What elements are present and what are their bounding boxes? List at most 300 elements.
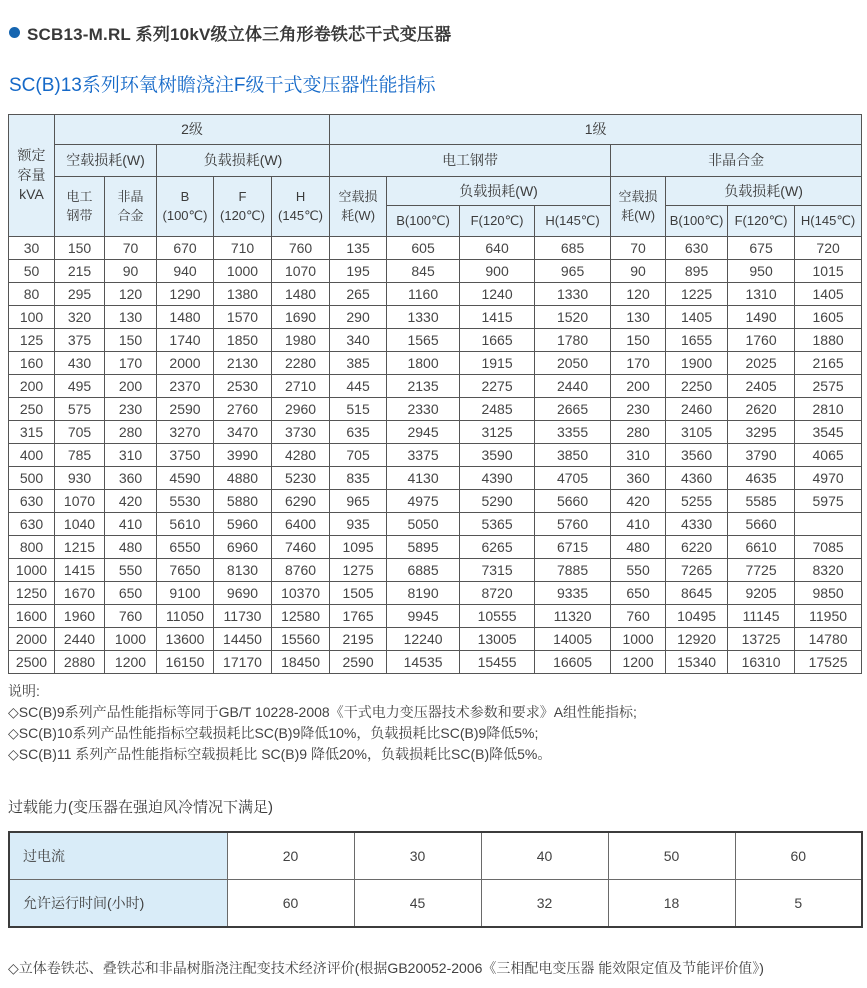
loss-value: 1605 — [795, 306, 862, 329]
col-header-grade1: 1级 — [330, 115, 862, 145]
loss-value: 3850 — [535, 444, 611, 467]
section-subtitle: SC(B)13系列环氧树瞻浇注F级干式变压器性能指标 — [9, 75, 436, 96]
loss-value: 1380 — [214, 283, 272, 306]
col-header-amorphous — [105, 177, 157, 237]
loss-value: 8320 — [795, 559, 862, 582]
loss-value: 650 — [611, 582, 666, 605]
header-line: kVA — [19, 186, 44, 203]
loss-value: 9335 — [535, 582, 611, 605]
header-line: 非晶 — [117, 189, 144, 205]
loss-value: 8760 — [272, 559, 330, 582]
loss-value: 5895 — [387, 536, 460, 559]
loss-value: 760 — [611, 605, 666, 628]
loss-value: 10370 — [272, 582, 330, 605]
col-header-h145: H(145℃) — [535, 206, 611, 237]
loss-value: 4975 — [387, 490, 460, 513]
col-header-b100: B(100℃) — [387, 206, 460, 237]
loss-value: 1310 — [728, 283, 795, 306]
loss-value: 6220 — [666, 536, 728, 559]
loss-value: 9945 — [387, 605, 460, 628]
loss-value: 1880 — [795, 329, 862, 352]
loss-value: 135 — [330, 237, 387, 260]
loss-value: 1405 — [795, 283, 862, 306]
loss-value: 935 — [330, 513, 387, 536]
loss-value: 410 — [611, 513, 666, 536]
header-line: 电工 — [66, 189, 93, 205]
loss-value: 3355 — [535, 421, 611, 444]
loss-value: 900 — [460, 260, 535, 283]
loss-value: 4360 — [666, 467, 728, 490]
loss-value: 1215 — [55, 536, 105, 559]
loss-value: 1415 — [460, 306, 535, 329]
loss-value: 1070 — [272, 260, 330, 283]
loss-value: 4590 — [157, 467, 214, 490]
header-line: 空载损 — [618, 189, 658, 205]
loss-value: 2025 — [728, 352, 795, 375]
loss-value: 3545 — [795, 421, 862, 444]
loss-value: 6265 — [460, 536, 535, 559]
col-header-h145: H(145℃) — [795, 206, 862, 237]
loss-value: 320 — [55, 306, 105, 329]
loss-value: 8130 — [214, 559, 272, 582]
spec-table-row — [9, 605, 862, 628]
loss-value: 2590 — [157, 398, 214, 421]
loss-value: 1490 — [728, 306, 795, 329]
spec-table-row — [9, 444, 862, 467]
loss-value: 360 — [105, 467, 157, 490]
loss-value: 2440 — [55, 628, 105, 651]
loss-value: 2485 — [460, 398, 535, 421]
loss-value: 3295 — [728, 421, 795, 444]
loss-value: 675 — [728, 237, 795, 260]
loss-value: 2710 — [272, 375, 330, 398]
loss-value: 1480 — [157, 306, 214, 329]
overload-table — [8, 831, 863, 928]
loss-value: 410 — [105, 513, 157, 536]
col-header-amorphous-group: 非晶合金 — [611, 145, 862, 177]
loss-value: 4330 — [666, 513, 728, 536]
loss-value: 5585 — [728, 490, 795, 513]
col-header-noload-2: 空载损耗(W) — [55, 145, 157, 177]
loss-value: 3590 — [460, 444, 535, 467]
loss-value: 14450 — [214, 628, 272, 651]
notes-title: 说明: — [8, 683, 40, 699]
overload-value: 45 — [354, 880, 481, 928]
spec-table-row — [9, 513, 862, 536]
overload-value: 30 — [354, 832, 481, 880]
loss-value: 635 — [330, 421, 387, 444]
loss-value: 280 — [105, 421, 157, 444]
loss-value: 2460 — [666, 398, 728, 421]
loss-value: 70 — [105, 237, 157, 260]
loss-value: 5760 — [535, 513, 611, 536]
overload-value: 20 — [227, 832, 354, 880]
spec-table-row — [9, 306, 862, 329]
loss-value: 9850 — [795, 582, 862, 605]
loss-value: 2440 — [535, 375, 611, 398]
loss-value: 310 — [105, 444, 157, 467]
loss-value: 295 — [55, 283, 105, 306]
note-item: ◇SC(B)11 系列产品性能指标空载损耗比 SC(B)9 降低20%，负载损耗比SC(B)降低5%。 — [8, 746, 552, 762]
loss-value: 11145 — [728, 605, 795, 628]
loss-value: 120 — [105, 283, 157, 306]
loss-value: 2135 — [387, 375, 460, 398]
spec-table-row — [9, 467, 862, 490]
capacity-value: 630 — [9, 513, 55, 536]
capacity-value: 30 — [9, 237, 55, 260]
loss-value: 6960 — [214, 536, 272, 559]
loss-value: 1565 — [387, 329, 460, 352]
capacity-value: 400 — [9, 444, 55, 467]
loss-value: 2250 — [666, 375, 728, 398]
page-title-text: SCB13-M.RL 系列10kV级立体三角形卷铁芯干式变压器 — [27, 25, 452, 44]
header-line: 额定 — [17, 147, 46, 164]
capacity-value: 125 — [9, 329, 55, 352]
loss-value: 5880 — [214, 490, 272, 513]
loss-value: 1415 — [55, 559, 105, 582]
loss-value: 1740 — [157, 329, 214, 352]
loss-value: 5660 — [728, 513, 795, 536]
loss-value: 12240 — [387, 628, 460, 651]
loss-value: 670 — [157, 237, 214, 260]
loss-value: 8720 — [460, 582, 535, 605]
capacity-value: 500 — [9, 467, 55, 490]
loss-value: 13725 — [728, 628, 795, 651]
loss-value: 1960 — [55, 605, 105, 628]
loss-value: 1505 — [330, 582, 387, 605]
performance-spec-table — [8, 114, 862, 674]
loss-value: 4635 — [728, 467, 795, 490]
loss-value: 1000 — [105, 628, 157, 651]
loss-value: 14780 — [795, 628, 862, 651]
header-line: B — [180, 189, 190, 205]
loss-value: 1405 — [666, 306, 728, 329]
col-header-b100: B(100℃) — [666, 206, 728, 237]
loss-value: 14005 — [535, 628, 611, 651]
capacity-value: 315 — [9, 421, 55, 444]
loss-value: 200 — [611, 375, 666, 398]
col-header-noload-steel — [330, 177, 387, 237]
col-header-noload-amorphous — [611, 177, 666, 237]
loss-value: 430 — [55, 352, 105, 375]
loss-value: 3750 — [157, 444, 214, 467]
overload-value: 32 — [481, 880, 608, 928]
loss-value: 2165 — [795, 352, 862, 375]
loss-value: 7885 — [535, 559, 611, 582]
loss-value: 705 — [330, 444, 387, 467]
loss-value: 5660 — [535, 490, 611, 513]
loss-value: 16150 — [157, 651, 214, 674]
loss-value: 150 — [611, 329, 666, 352]
capacity-value: 80 — [9, 283, 55, 306]
loss-value: 2960 — [272, 398, 330, 421]
loss-value: 4280 — [272, 444, 330, 467]
loss-value: 4705 — [535, 467, 611, 490]
loss-value: 5255 — [666, 490, 728, 513]
loss-value: 445 — [330, 375, 387, 398]
loss-value: 4970 — [795, 467, 862, 490]
loss-value: 3375 — [387, 444, 460, 467]
loss-value: 90 — [611, 260, 666, 283]
header-line: (120℃) — [220, 207, 265, 223]
col-header-b100 — [157, 177, 214, 237]
spec-table-row — [9, 490, 862, 513]
loss-value: 2370 — [157, 375, 214, 398]
page-title — [9, 20, 860, 45]
loss-value: 215 — [55, 260, 105, 283]
loss-value: 1330 — [535, 283, 611, 306]
header-line: (100℃) — [162, 207, 208, 223]
row-label: 过电流 — [9, 832, 227, 880]
loss-value: 130 — [611, 306, 666, 329]
loss-value: 1225 — [666, 283, 728, 306]
loss-value: 15455 — [460, 651, 535, 674]
loss-value: 1200 — [611, 651, 666, 674]
loss-value: 3990 — [214, 444, 272, 467]
capacity-value: 2500 — [9, 651, 55, 674]
loss-value: 6290 — [272, 490, 330, 513]
loss-value: 11950 — [795, 605, 862, 628]
loss-value: 710 — [214, 237, 272, 260]
loss-value: 6550 — [157, 536, 214, 559]
loss-value: 1780 — [535, 329, 611, 352]
notes-block — [8, 681, 860, 765]
loss-value: 5610 — [157, 513, 214, 536]
capacity-value: 160 — [9, 352, 55, 375]
loss-value: 1850 — [214, 329, 272, 352]
capacity-value: 2000 — [9, 628, 55, 651]
loss-value: 3105 — [666, 421, 728, 444]
loss-value: 1570 — [214, 306, 272, 329]
spec-table-row — [9, 329, 862, 352]
loss-value: 15340 — [666, 651, 728, 674]
loss-value: 575 — [55, 398, 105, 421]
loss-value: 2130 — [214, 352, 272, 375]
capacity-value: 800 — [9, 536, 55, 559]
loss-value: 265 — [330, 283, 387, 306]
overload-value: 60 — [735, 832, 862, 880]
loss-value: 3730 — [272, 421, 330, 444]
loss-value: 1665 — [460, 329, 535, 352]
loss-value: 550 — [105, 559, 157, 582]
loss-value: 1670 — [55, 582, 105, 605]
loss-value: 8645 — [666, 582, 728, 605]
overload-row-current — [9, 832, 862, 880]
loss-value: 4065 — [795, 444, 862, 467]
loss-value: 7265 — [666, 559, 728, 582]
loss-value: 13600 — [157, 628, 214, 651]
spec-table-row — [9, 260, 862, 283]
loss-value: 280 — [611, 421, 666, 444]
loss-value: 1915 — [460, 352, 535, 375]
loss-value: 130 — [105, 306, 157, 329]
loss-value: 1655 — [666, 329, 728, 352]
header-line: (145℃) — [278, 207, 323, 223]
loss-value: 480 — [611, 536, 666, 559]
loss-value: 12920 — [666, 628, 728, 651]
loss-value: 200 — [105, 375, 157, 398]
capacity-value: 250 — [9, 398, 55, 421]
loss-value: 2760 — [214, 398, 272, 421]
loss-value: 1760 — [728, 329, 795, 352]
loss-value: 360 — [611, 467, 666, 490]
capacity-value: 1600 — [9, 605, 55, 628]
loss-value: 4130 — [387, 467, 460, 490]
spec-table-row — [9, 283, 862, 306]
spec-table-row — [9, 237, 862, 260]
col-header-f120 — [214, 177, 272, 237]
loss-value: 170 — [611, 352, 666, 375]
loss-value: 9100 — [157, 582, 214, 605]
loss-value: 930 — [55, 467, 105, 490]
loss-value: 685 — [535, 237, 611, 260]
loss-value: 375 — [55, 329, 105, 352]
loss-value: 2530 — [214, 375, 272, 398]
loss-value: 965 — [535, 260, 611, 283]
loss-value: 2330 — [387, 398, 460, 421]
loss-value: 495 — [55, 375, 105, 398]
loss-value: 1040 — [55, 513, 105, 536]
loss-value: 1290 — [157, 283, 214, 306]
loss-value: 150 — [105, 329, 157, 352]
spec-table-row — [9, 352, 862, 375]
spec-table-header — [9, 115, 862, 237]
loss-value: 9690 — [214, 582, 272, 605]
loss-value: 13005 — [460, 628, 535, 651]
loss-value: 150 — [55, 237, 105, 260]
loss-value: 705 — [55, 421, 105, 444]
row-label: 允许运行时间(小时) — [9, 880, 227, 928]
loss-value: 2405 — [728, 375, 795, 398]
loss-value: 14535 — [387, 651, 460, 674]
note-item: ◇SC(B)10系列产品性能指标空载损耗比SC(B)9降低10%，负载损耗比SC(B)9降低5%; — [8, 725, 539, 741]
loss-value: 5230 — [272, 467, 330, 490]
spec-table-row — [9, 536, 862, 559]
loss-value: 2575 — [795, 375, 862, 398]
loss-value: 760 — [105, 605, 157, 628]
loss-value: 640 — [460, 237, 535, 260]
bullet-icon — [9, 27, 20, 38]
loss-value: 70 — [611, 237, 666, 260]
loss-value: 650 — [105, 582, 157, 605]
loss-value: 2050 — [535, 352, 611, 375]
capacity-value: 50 — [9, 260, 55, 283]
loss-value: 1095 — [330, 536, 387, 559]
loss-value: 5960 — [214, 513, 272, 536]
capacity-value: 100 — [9, 306, 55, 329]
loss-value: 785 — [55, 444, 105, 467]
loss-value: 290 — [330, 306, 387, 329]
loss-value: 2275 — [460, 375, 535, 398]
header-row-grade — [9, 115, 862, 145]
loss-value: 5050 — [387, 513, 460, 536]
loss-value: 5365 — [460, 513, 535, 536]
capacity-value: 630 — [9, 490, 55, 513]
loss-value: 1980 — [272, 329, 330, 352]
loss-value: 420 — [105, 490, 157, 513]
loss-value: 310 — [611, 444, 666, 467]
spec-table-row — [9, 651, 862, 674]
col-header-steel-group: 电工钢带 — [330, 145, 611, 177]
loss-value: 965 — [330, 490, 387, 513]
loss-value: 17525 — [795, 651, 862, 674]
col-header-load-amorphous: 负载损耗(W) — [666, 177, 862, 206]
spec-table-row — [9, 582, 862, 605]
loss-value: 170 — [105, 352, 157, 375]
loss-value: 230 — [611, 398, 666, 421]
loss-value: 895 — [666, 260, 728, 283]
col-header-grade2: 2级 — [55, 115, 330, 145]
col-header-load-steel: 负载损耗(W) — [387, 177, 611, 206]
loss-value: 6885 — [387, 559, 460, 582]
loss-value: 835 — [330, 467, 387, 490]
loss-value: 2590 — [330, 651, 387, 674]
overload-value: 5 — [735, 880, 862, 928]
loss-value: 1765 — [330, 605, 387, 628]
loss-value — [795, 513, 862, 536]
loss-value: 3560 — [666, 444, 728, 467]
loss-value: 1000 — [214, 260, 272, 283]
loss-value: 90 — [105, 260, 157, 283]
header-line: 耗(W) — [621, 207, 656, 223]
loss-value: 11730 — [214, 605, 272, 628]
loss-value: 2000 — [157, 352, 214, 375]
loss-value: 6610 — [728, 536, 795, 559]
loss-value: 1200 — [105, 651, 157, 674]
overload-value: 50 — [608, 832, 735, 880]
loss-value: 2810 — [795, 398, 862, 421]
spec-table-row — [9, 398, 862, 421]
loss-value: 2945 — [387, 421, 460, 444]
loss-value: 1900 — [666, 352, 728, 375]
loss-value: 8190 — [387, 582, 460, 605]
loss-value: 5975 — [795, 490, 862, 513]
loss-value: 6715 — [535, 536, 611, 559]
header-row-sub1 — [9, 177, 862, 206]
loss-value: 11320 — [535, 605, 611, 628]
loss-value: 18450 — [272, 651, 330, 674]
loss-value: 1070 — [55, 490, 105, 513]
header-line: 钢带 — [66, 207, 93, 223]
capacity-value: 1250 — [9, 582, 55, 605]
loss-value: 195 — [330, 260, 387, 283]
loss-value: 4880 — [214, 467, 272, 490]
footnote: ◇立体卷铁芯、叠铁芯和非晶树脂浇注配变技术经济评价(根据GB20052-2006《三相配电变压器 能效限定值及节能评价值》) — [8, 960, 764, 976]
header-line: 耗(W) — [341, 207, 376, 223]
loss-value: 10495 — [666, 605, 728, 628]
loss-value: 1015 — [795, 260, 862, 283]
loss-value: 1480 — [272, 283, 330, 306]
loss-value: 3470 — [214, 421, 272, 444]
loss-value: 385 — [330, 352, 387, 375]
loss-value: 230 — [105, 398, 157, 421]
header-line: H — [295, 189, 306, 205]
loss-value: 1240 — [460, 283, 535, 306]
loss-value: 950 — [728, 260, 795, 283]
loss-value: 3270 — [157, 421, 214, 444]
header-line: 容量 — [17, 166, 46, 183]
loss-value: 2880 — [55, 651, 105, 674]
loss-value: 1330 — [387, 306, 460, 329]
loss-value: 7085 — [795, 536, 862, 559]
loss-value: 16605 — [535, 651, 611, 674]
loss-value: 1160 — [387, 283, 460, 306]
loss-value: 120 — [611, 283, 666, 306]
header-line: 合金 — [117, 207, 144, 223]
loss-value: 1690 — [272, 306, 330, 329]
loss-value: 15560 — [272, 628, 330, 651]
loss-value: 11050 — [157, 605, 214, 628]
